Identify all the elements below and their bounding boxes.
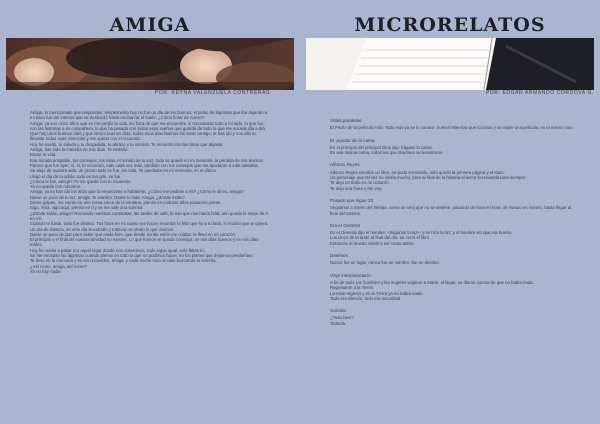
- story-paragraph: Te llevo en la memoria y en los recuerdos, amiga, y cada noche miro al cielo buscando tu estrella.: [30, 258, 217, 264]
- microrelato-line: ¿Todo bien?: [330, 315, 354, 321]
- microrelato-line: El Pedro de la película mira: Todo esto ya se lo conoce, bueno! Mientras que tú miras y se repite una película, en el mismo cine.: [330, 125, 574, 131]
- story-paragraph: ¿Dónde estás, amiga? Recuerdo nuestras caminatas, las tardes de café, la risa que nos hacía falta; aún queda lo mejor de ti en mí.: [30, 210, 268, 221]
- story-paragraph: ¿Así como, amiga, así como?: [30, 263, 87, 269]
- microrelato-line: Todo era silencio, todo era oscuridad.: [330, 295, 402, 301]
- microrelato: [330, 162, 580, 190]
- microrelato: [330, 138, 580, 156]
- microrelato-title: Pasado que sigue 20: [330, 197, 374, 203]
- microrelato-title: Viaje interplanetario: [330, 272, 371, 278]
- author-byline: POR: REYNA VALENZUELA CONTRERAS: [154, 90, 270, 96]
- microrelato-line: Te dejo una frase y me voy.: [330, 185, 383, 191]
- story-paragraph: Amiga, ya son cinco años que se me perdió la vida. Es hora de que me encuentre. Ir recordando todo a mi lado, lo que fue, con las historias a mi compañera, lo que ha pasado con todos esos sueños que guardé de todo lo que me sucede día a día.: [30, 120, 267, 131]
- microrelato-line: Te dejo un título en mi corazón.: [330, 180, 390, 186]
- microrelato-line: Un personaje que tal vez no viviría mucho, pero al final de la historia el lector lo recuerda para siempre.: [330, 175, 527, 181]
- story-paragraph: Dame golpes, me siento en una mesa cerca de la ventana, pienso en cuántos años pasamos juntas.: [30, 200, 222, 206]
- microrelato: [330, 253, 580, 266]
- microrelato: [330, 223, 580, 246]
- story-paragraph: Dame un poco de tu luz, amiga. Te extraño. Dame tu vida. Amiga, ¿dónde están?: [30, 194, 185, 200]
- story-paragraph: Llegó el día de tu adiós, todo es tan gris, se fue.: [30, 173, 122, 179]
- microrelato-line: Regresaron a la Tierra.: [330, 285, 374, 291]
- microrelato-line: Alfonso Reyes escribía un libro, no pudo terminarlo, solo quedó la primera página y el título:: [330, 169, 505, 175]
- microrelato-title: Era el Génesis: [330, 222, 361, 228]
- microrelato-title: Vidas paralelas: [330, 118, 362, 123]
- microrelato-title: Suicidio: [330, 308, 347, 314]
- story-paragraph: Ya no hay nadie.: [30, 268, 62, 274]
- microrelato-line: En esa misma cama, todos los que duermen se levantaron.: [330, 150, 444, 156]
- story-paragraph: Un día de tristeza, en este día te extraño y todavía no olvido lo que vivimos.: [30, 226, 175, 232]
- story-paragraph: Ya no queda con nosotros.: [30, 184, 82, 190]
- author-byline: POR: EDGAR ARMANDO CÓRDOVA G.: [485, 90, 594, 96]
- microrelato-line: La nave regresó y en la Tierra ya no había nadie.: [330, 290, 424, 296]
- header-photo: [6, 38, 294, 90]
- story-paragraph: Se alejó de nuestra vida, de pronto todo se fue, sin más. Te quedaste en mi memoria, en el último.: [30, 168, 218, 174]
- story-paragraph: Parece que fue ayer, sí, sí, lo recuerdo, más cada vez más, también con tus consejos que me ayudaron a salir adelante.: [30, 162, 260, 168]
- microrelato-line: En el principio del principio Dios dijo: hágase la cama.: [330, 144, 433, 150]
- story-paragraph: Se me escapan las lágrimas cuando pienso en todo lo que no pudimos hacer, en los planes que dejamos pendientes.: [30, 253, 254, 259]
- microrelato-line: Entonces el mundo volvió a ser como antes.: [330, 240, 415, 246]
- story-paragraph: Amiga, lo mencionado que respondes; simplemente hoy no fue un día de los buenos, el pulso de lágrimas que iba dejando a mi paso fue tan intenso que se desbordó hasta encharcar el suelo. ¿Cómo llorar de nuevo?: [30, 110, 268, 121]
- microrelato-line: A fin de todo, los hombres y las mujeres viajaron a Marte; al llegar, se dieron cuenta de que no había nada.: [330, 279, 534, 285]
- microrelato-line: Nunca fue un lugar, nunca fue un nombre, fue un destino.: [330, 260, 440, 266]
- microrelato: [330, 198, 580, 216]
- story-paragraph: Amiga, ya se han ido los años que tú empezaste a hablarme. ¿Cómo me pediste a mí? ¿Cómo le dices, amiga?: [30, 189, 244, 195]
- story-text: [30, 110, 270, 274]
- story-paragraph: Hoy he vuelto, tu saludo y tu despedida, tu abrazo y tu sonrisa. Te recuerdo con las fotos que dejaste.: [30, 141, 224, 147]
- story-paragraph: ¿Cómo te fue, amiga? Yo me quedé con tu recuerdo.: [30, 178, 132, 184]
- story-paragraph: Que hay unos buenos días y que tienen buenos días, todos esos días buenos los sentí contigo, te has ido y con ello te llevaste todas esas vivencias y me quedo con el recuerdo.: [30, 131, 256, 142]
- microrelato: [330, 308, 580, 326]
- story-paragraph: Cuando te fuiste, todo fue distinto. Tus fotos en mi cuarto me hacen recordar lo feliz que fui a tu lado, lo mucho que te quiero.: [30, 221, 269, 227]
- microrelato-line: Todavía.: [330, 320, 347, 326]
- microrelato-title: Alfonso Reyes: [330, 162, 360, 168]
- microrelato-title: Destinos: [330, 253, 348, 259]
- microrelato: [330, 273, 580, 301]
- friends-photo-illustration: [6, 38, 294, 90]
- microrelatos-list: [330, 118, 580, 333]
- story-paragraph: Sigo, mira, sigo aquí, pienso en ti y se me sale una sonrisa.: [30, 205, 144, 211]
- page-title: MICRORELATOS: [354, 14, 546, 36]
- right-page: [300, 0, 600, 424]
- story-paragraph: Dame un poco de paz para saber que estás bien, que desde donde estés me cuidas; te llevo en mi corazón.: [30, 231, 237, 237]
- notebook-photo-illustration: [306, 38, 594, 90]
- page-title: AMIGA: [109, 14, 191, 36]
- header-photo: [306, 38, 594, 90]
- story-paragraph: El principio y el final de nuestra amistad no existen. Lo que fuimos se queda conmigo, en mis días buenos y en mis días malos.: [30, 237, 259, 248]
- microrelato-line: Seguimos a través del tiempo, como un reloj que no se detiene, pasando de hora en hora, de minuto en minuto, hasta llegar al final del camino.: [330, 205, 572, 216]
- story-paragraph: Dame tu vida.: [30, 152, 57, 158]
- story-paragraph: Esa mirada amigable, tus consejos, tus risas, el sonido de tu voz, todo se quedó en mi memoria, la pérdida de mis ánimos.: [30, 157, 264, 163]
- story-paragraph: Amiga, has sido la maestra de mis días. Te extraño.: [30, 147, 129, 153]
- story-paragraph: Hoy he vuelto a pasar por aquel lugar donde nos conocimos, todo sigue igual, solo faltas tú.: [30, 247, 205, 253]
- microrelato-line: En el Génesis dijo el hombre: «háganse la luz»; y se hizo la luz; y el hombre vio que era buena.: [330, 230, 513, 236]
- microrelato-title: El ¡ayuda! de la cama.: [330, 137, 376, 143]
- microrelato: [330, 118, 580, 131]
- microrelato-line: Los cinco de la tarde al final del día, se cerró el libro.: [330, 235, 431, 241]
